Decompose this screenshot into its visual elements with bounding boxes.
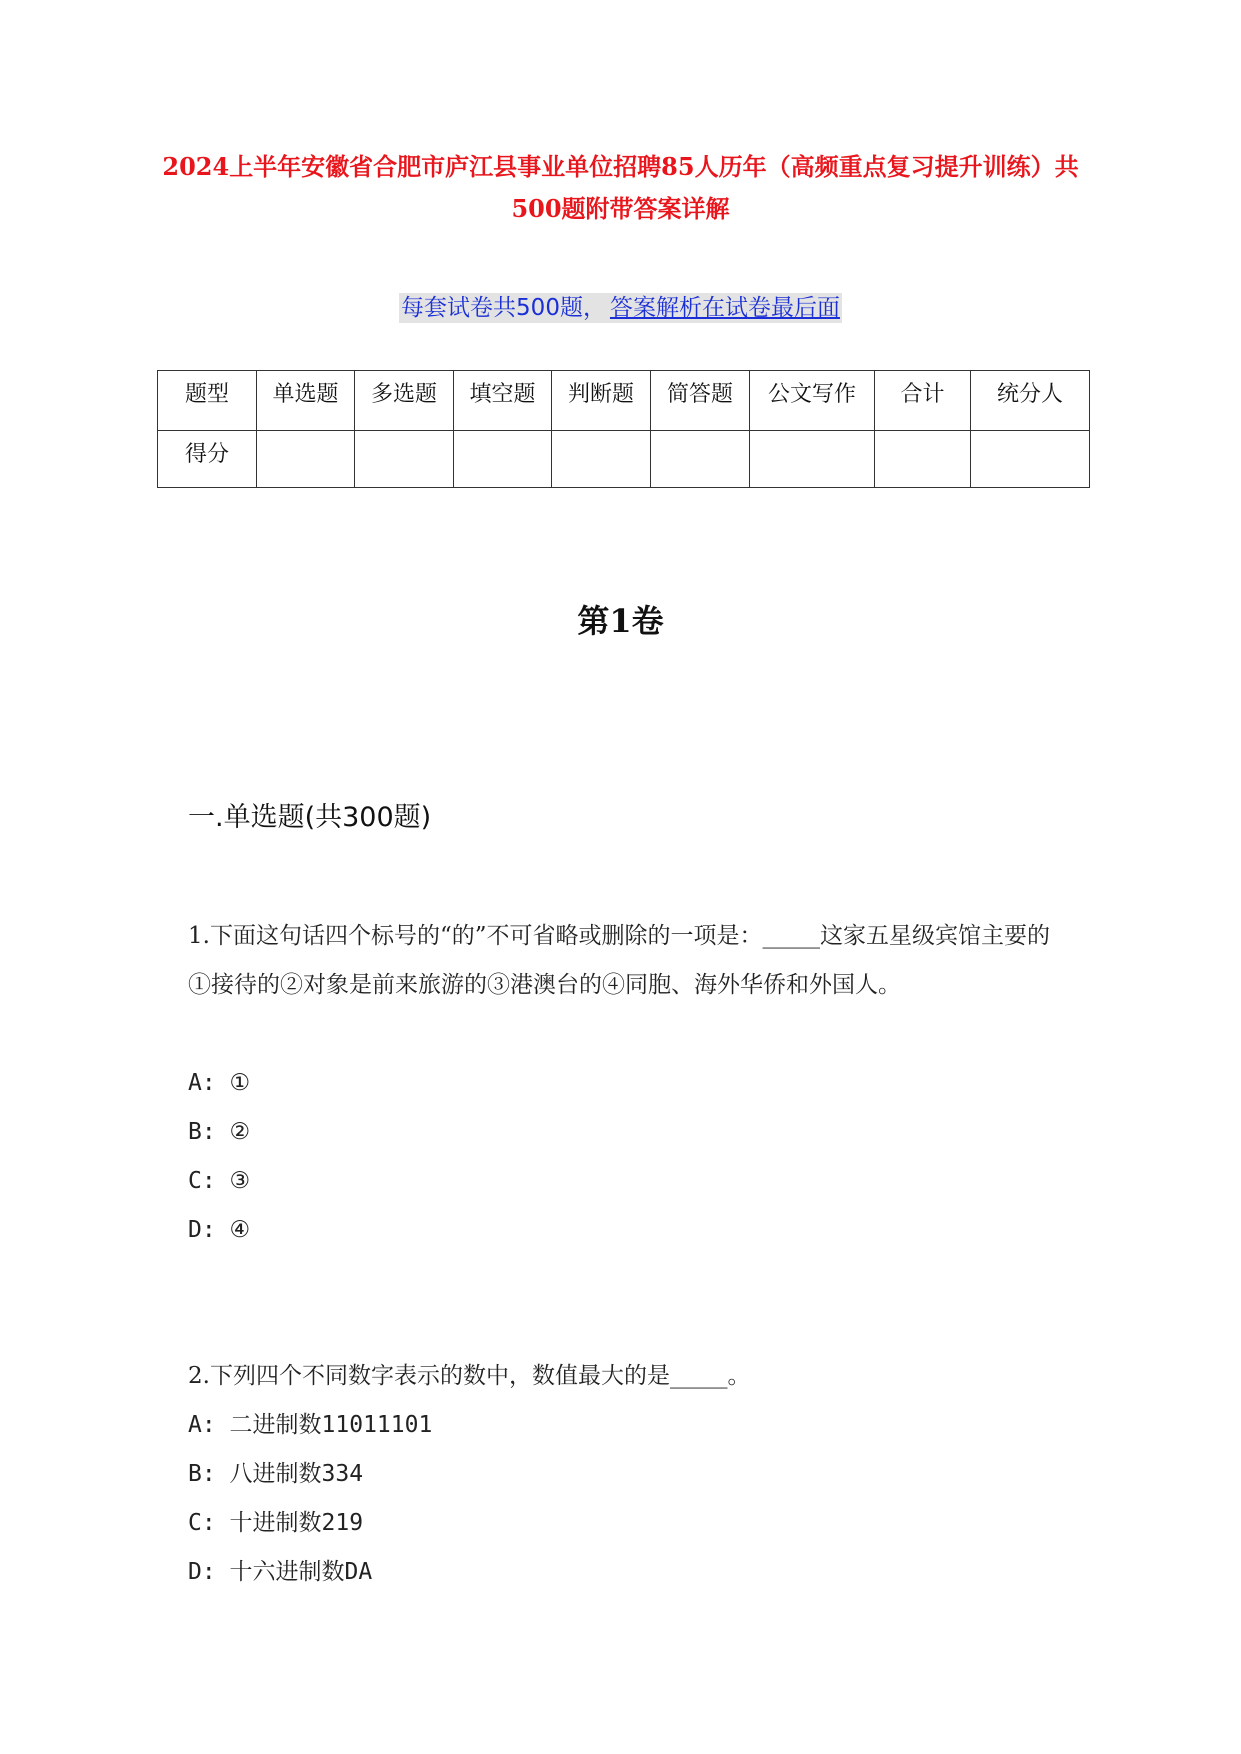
score-table-header: 填空题 [454,371,552,431]
subtitle-part-2: 答案解析在试卷最后面 [609,295,840,321]
score-table-header: 单选题 [257,371,355,431]
score-table-header: 题型 [158,371,257,431]
score-table-header: 统分人 [971,371,1090,431]
question-1-option-b: B: ② [188,1119,251,1145]
score-cell [651,431,750,488]
score-table-header-row [158,371,1090,431]
question-1-option-c: C: ③ [188,1168,251,1194]
score-row-label: 得分 [158,431,257,488]
document-title: 2024上半年安徽省合肥市庐江县事业单位招聘85人历年（高频重点复习提升训练）共500题附带答案详解 [162,152,1079,223]
question-1-option-d: D: ④ [188,1217,251,1243]
score-cell [875,431,971,488]
score-cell [552,431,651,488]
question-1-text: 1.下面这句话四个标号的“的”不可省略或删除的一项是：_____这家五星级宾馆主要的①接待的②对象是前来旅游的③港澳台的④同胞、海外华侨和外国人。 [188,923,1050,998]
question-2-option-b: B: 八进制数334 [188,1461,364,1487]
subtitle-part-1: 每套试卷共500题， [401,295,606,321]
score-cell [355,431,454,488]
question-1-option-a: A: ① [188,1070,251,1096]
document-subtitle [0,290,1241,326]
score-table-header: 合计 [875,371,971,431]
question-2-text: 2.下列四个不同数字表示的数中，数值最大的是_____。 [188,1363,751,1389]
question-2-option-d: D: 十六进制数DA [188,1559,373,1585]
score-table-header: 多选题 [355,371,454,431]
volume-title: 第1卷 [577,602,664,640]
score-cell [257,431,355,488]
score-cell [971,431,1090,488]
score-cell [454,431,552,488]
question-2-option-a: A: 二进制数11011101 [188,1412,433,1438]
score-table-header: 简答题 [651,371,750,431]
score-table-header: 判断题 [552,371,651,431]
score-table-header: 公文写作 [750,371,875,431]
score-table [157,370,1090,488]
score-table-score-row [158,431,1090,488]
score-cell [750,431,875,488]
question-2-option-c: C: 十进制数219 [188,1510,364,1536]
section-title: 一.单选题(共300题) [188,802,432,833]
